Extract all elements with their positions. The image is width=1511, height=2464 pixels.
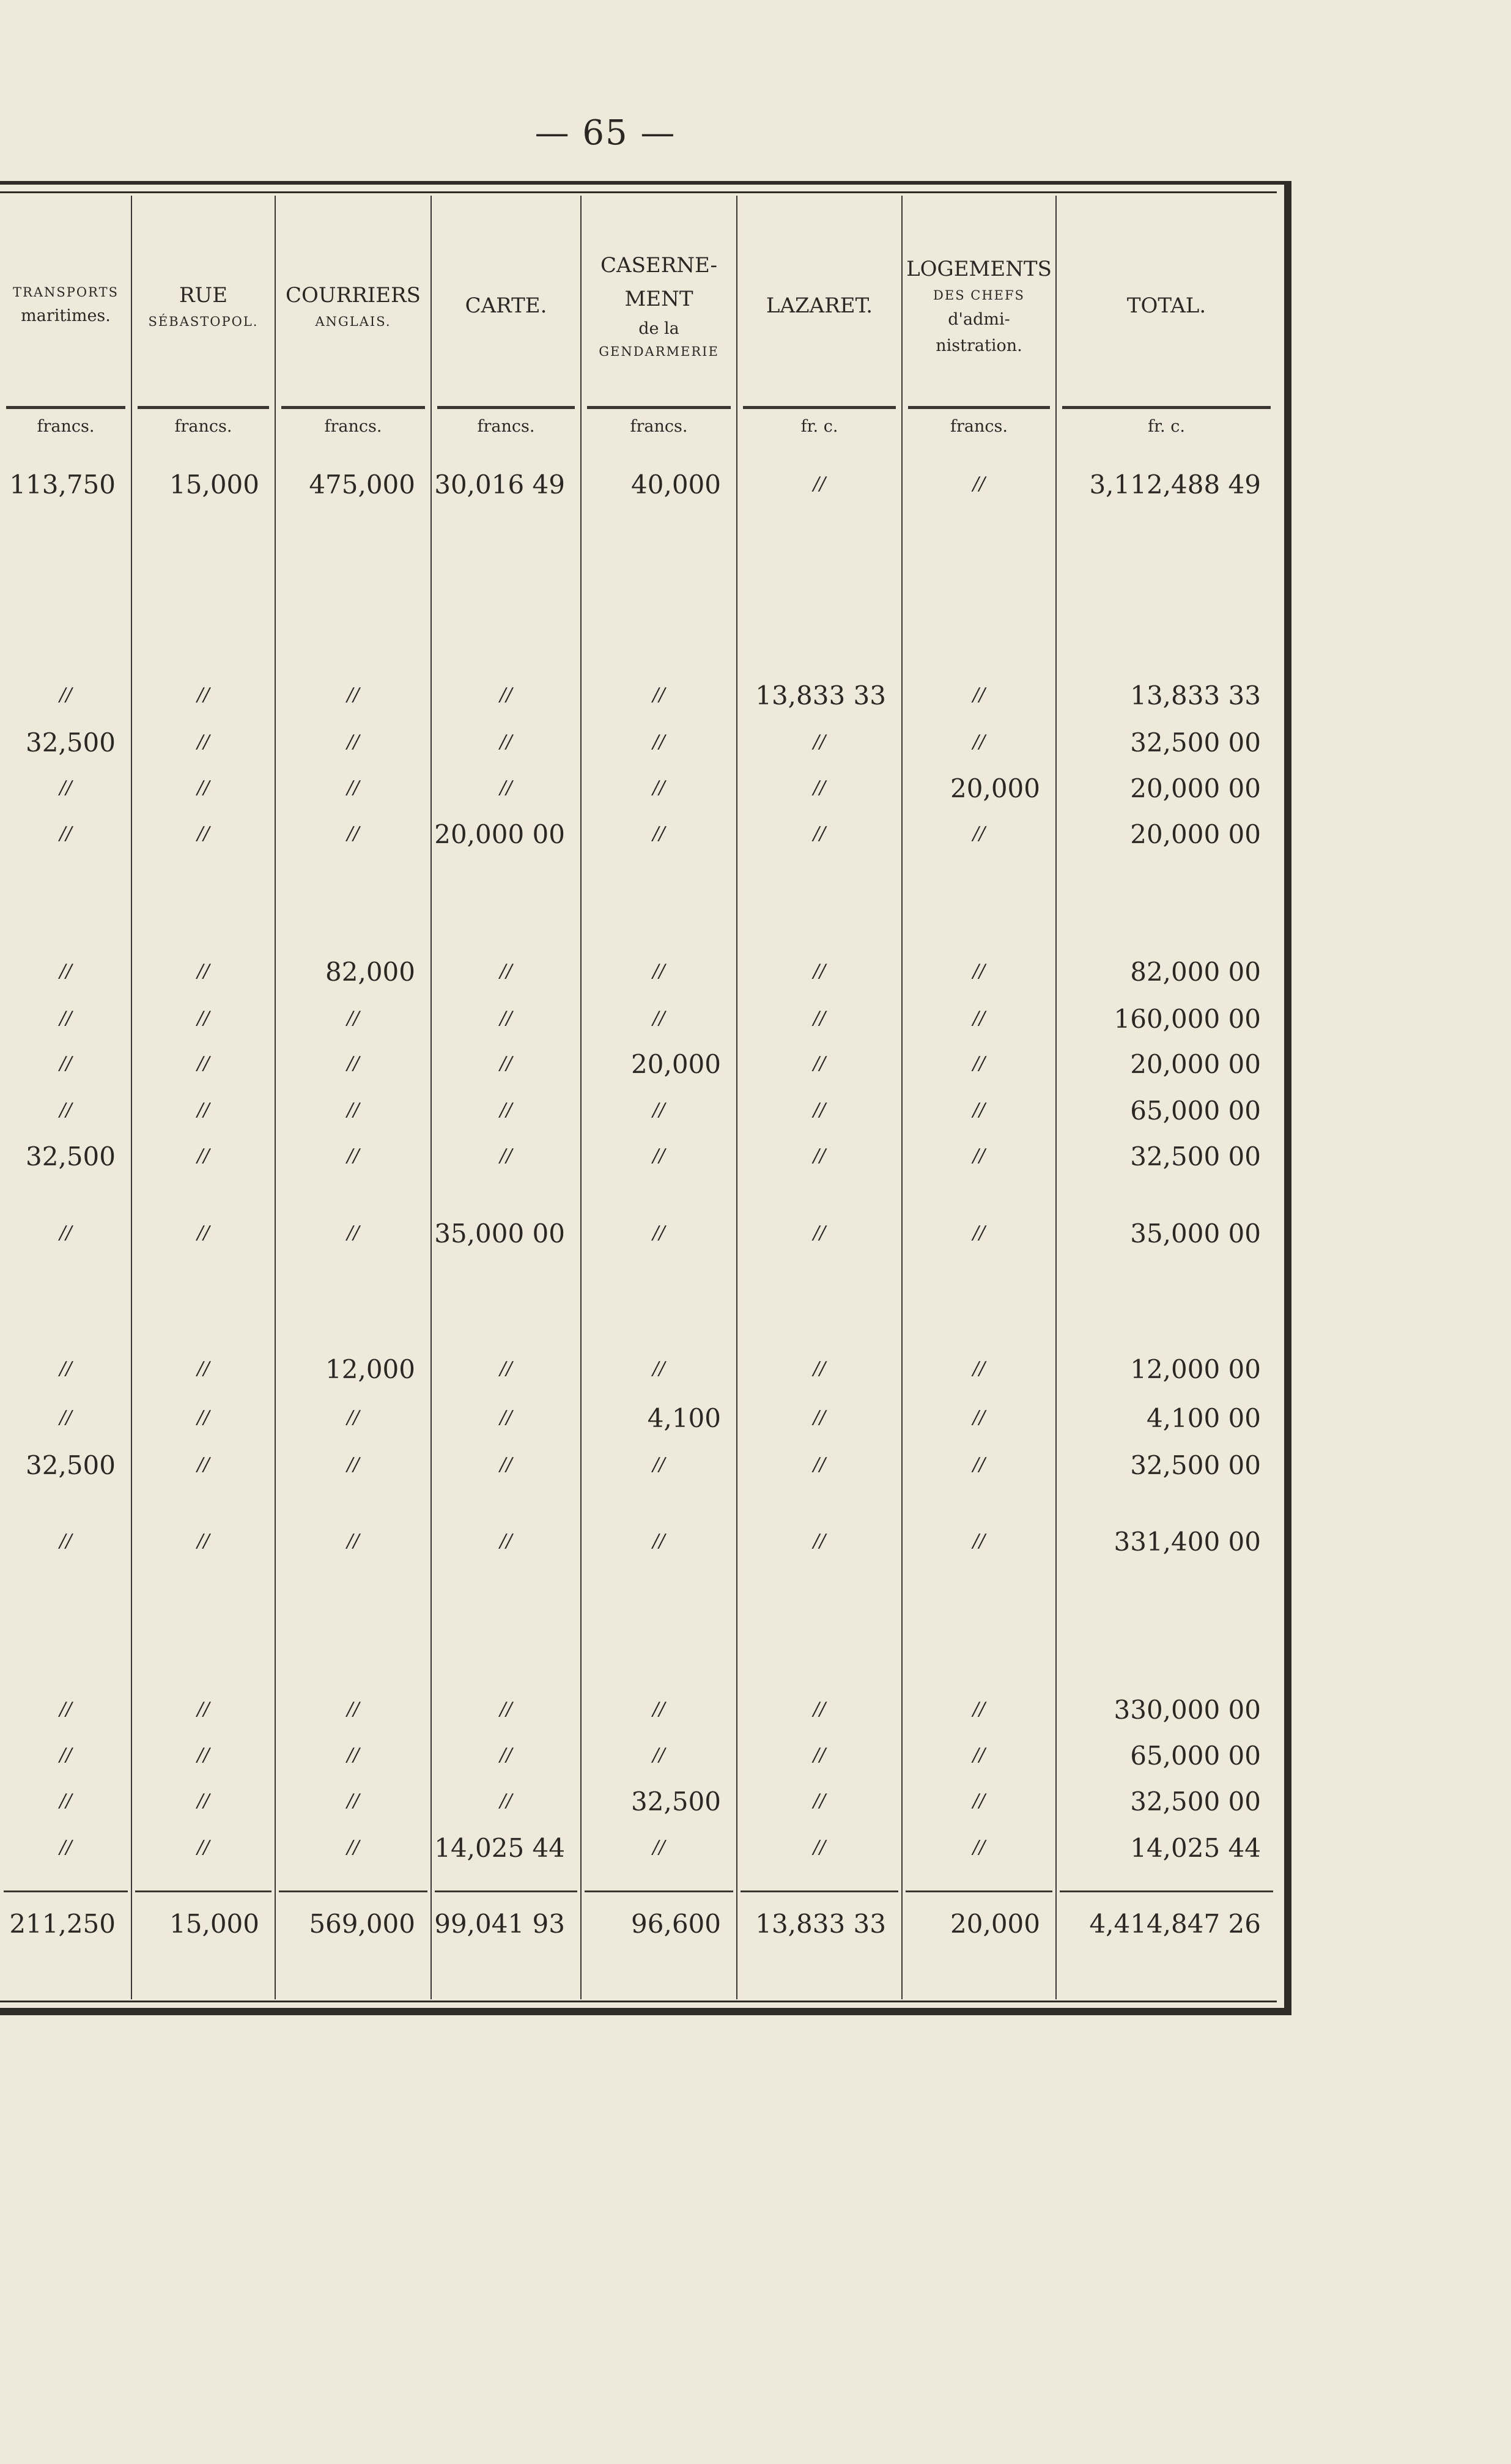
column-divider bbox=[736, 196, 737, 1999]
column-header-rue bbox=[135, 214, 272, 397]
table-cell: 32,500 00 bbox=[1130, 1142, 1261, 1171]
table-cell: // bbox=[972, 731, 986, 753]
table-cell: // bbox=[813, 777, 826, 799]
table-cell: // bbox=[972, 1008, 986, 1029]
table-cell: 20,000 bbox=[950, 773, 1040, 803]
total-rule bbox=[435, 1890, 577, 1892]
table-cell: // bbox=[813, 1145, 826, 1167]
column-header-line: COURRIERS bbox=[286, 283, 421, 308]
table-cell: 40,000 bbox=[631, 470, 721, 500]
table-cell: // bbox=[500, 1145, 512, 1167]
header-rule bbox=[138, 406, 269, 409]
column-header-line: GENDARMERIE bbox=[599, 344, 719, 360]
table-cell: // bbox=[347, 731, 360, 753]
column-header-logements bbox=[906, 214, 1052, 397]
column-header-line: LOGEMENTS bbox=[906, 256, 1052, 281]
column-header-carte bbox=[435, 214, 577, 397]
table-cell: // bbox=[59, 1407, 72, 1428]
table-cell: 160,000 00 bbox=[1114, 1004, 1261, 1034]
table-cell: 32,500 bbox=[631, 1787, 721, 1817]
unit-label-logements: francs. bbox=[950, 417, 1008, 436]
table-cell: 15,000 bbox=[169, 470, 259, 500]
table-cell: 35,000 00 bbox=[1130, 1219, 1261, 1249]
table-cell: // bbox=[59, 1358, 72, 1379]
column-header-line: RUE bbox=[179, 283, 228, 308]
table-cell: // bbox=[813, 1744, 826, 1766]
table-cell: // bbox=[347, 1699, 360, 1720]
table-cell: // bbox=[59, 1008, 72, 1029]
table-cell: // bbox=[347, 1053, 360, 1074]
column-header-line: LAZARET. bbox=[766, 293, 873, 318]
table-cell: // bbox=[500, 777, 512, 799]
table-cell: // bbox=[59, 1099, 72, 1121]
column-header-courriers bbox=[279, 214, 427, 397]
table-cell: // bbox=[652, 823, 665, 844]
total-rule bbox=[4, 1890, 128, 1892]
table-cell: // bbox=[197, 777, 210, 799]
table-cell: // bbox=[59, 777, 72, 799]
total-cell: 20,000 bbox=[950, 1909, 1040, 1939]
table-cell: // bbox=[500, 1454, 512, 1475]
total-rule bbox=[585, 1890, 733, 1892]
table-cell: 3,112,488 49 bbox=[1089, 470, 1261, 500]
table-cell: // bbox=[347, 823, 360, 844]
table-cell: // bbox=[59, 823, 72, 844]
table-cell: 32,500 00 bbox=[1130, 1450, 1261, 1480]
table-cell: 4,100 00 bbox=[1146, 1403, 1261, 1433]
column-divider bbox=[901, 196, 903, 1999]
column-header-transports bbox=[4, 214, 128, 397]
header-rule bbox=[1062, 406, 1271, 409]
table-cell: // bbox=[500, 731, 512, 753]
table-cell: // bbox=[500, 1744, 512, 1766]
column-divider bbox=[430, 196, 432, 1999]
table-cell: 65,000 00 bbox=[1130, 1741, 1261, 1771]
total-cell: 211,250 bbox=[9, 1909, 116, 1939]
table-cell: // bbox=[972, 823, 986, 844]
table-cell: // bbox=[59, 684, 72, 706]
table-cell: // bbox=[59, 961, 72, 982]
table-cell: // bbox=[652, 1358, 665, 1379]
total-cell: 4,414,847 26 bbox=[1089, 1909, 1261, 1939]
header-rule bbox=[281, 406, 425, 409]
column-divider bbox=[131, 196, 132, 1999]
table-cell: // bbox=[813, 1454, 826, 1475]
table-cell: // bbox=[347, 684, 360, 706]
table-cell: // bbox=[197, 1454, 210, 1475]
column-header-line: nistration. bbox=[936, 336, 1022, 355]
table-cell: 13,833 33 bbox=[1130, 681, 1261, 710]
table-cell: // bbox=[347, 1008, 360, 1029]
column-header-line: TOTAL. bbox=[1126, 293, 1206, 318]
table-cell: // bbox=[972, 1407, 986, 1428]
table-cell: // bbox=[652, 1145, 665, 1167]
column-header-line: MENT bbox=[624, 286, 693, 311]
total-cell: 569,000 bbox=[309, 1909, 415, 1939]
table-cell: // bbox=[972, 1145, 986, 1167]
column-header-lazaret bbox=[741, 214, 898, 397]
table-cell: // bbox=[652, 1837, 665, 1858]
total-cell: 99,041 93 bbox=[434, 1909, 565, 1939]
table-cell: // bbox=[347, 1407, 360, 1428]
table-cell: // bbox=[197, 1222, 210, 1244]
table-cell: // bbox=[972, 1454, 986, 1475]
total-rule bbox=[1060, 1890, 1273, 1892]
table-cell: // bbox=[347, 1454, 360, 1475]
table-cell: // bbox=[500, 1790, 512, 1812]
table-cell: // bbox=[197, 1790, 210, 1812]
table-cell: // bbox=[347, 1222, 360, 1244]
total-rule bbox=[135, 1890, 272, 1892]
total-cell: 15,000 bbox=[169, 1909, 259, 1939]
table-cell: // bbox=[652, 1222, 665, 1244]
table-cell: // bbox=[652, 684, 665, 706]
table-cell: // bbox=[197, 1008, 210, 1029]
table-cell: // bbox=[197, 1053, 210, 1074]
table-cell: // bbox=[197, 1358, 210, 1379]
table-cell: // bbox=[347, 1744, 360, 1766]
table-cell: 30,016 49 bbox=[434, 470, 565, 500]
table-cell: // bbox=[347, 1099, 360, 1121]
table-cell: // bbox=[972, 684, 986, 706]
column-header-caserne bbox=[585, 214, 733, 397]
table-cell: // bbox=[347, 1837, 360, 1858]
table-cell: // bbox=[813, 1053, 826, 1074]
table-cell: // bbox=[197, 961, 210, 982]
table-cell: // bbox=[813, 1222, 826, 1244]
column-header-line: DES CHEFS bbox=[933, 288, 1025, 303]
table-cell: // bbox=[347, 1145, 360, 1167]
table-cell: // bbox=[197, 684, 210, 706]
total-cell: 96,600 bbox=[631, 1909, 721, 1939]
table-cell: 32,500 00 bbox=[1130, 728, 1261, 758]
table-cell: // bbox=[972, 1699, 986, 1720]
table-cell: 20,000 00 bbox=[1130, 773, 1261, 803]
table-cell: 20,000 00 bbox=[434, 819, 565, 849]
table-cell: // bbox=[972, 1358, 986, 1379]
table-cell: // bbox=[500, 1008, 512, 1029]
header-rule bbox=[437, 406, 575, 409]
table-cell: // bbox=[652, 1699, 665, 1720]
unit-label-lazaret: fr. c. bbox=[800, 417, 838, 436]
total-rule bbox=[279, 1890, 427, 1892]
unit-label-total: fr. c. bbox=[1148, 417, 1185, 436]
table-cell: // bbox=[972, 1837, 986, 1858]
table-cell: 4,100 bbox=[647, 1403, 721, 1433]
table-cell: // bbox=[59, 1790, 72, 1812]
table-cell: // bbox=[500, 1530, 512, 1552]
table-cell: 475,000 bbox=[309, 470, 415, 500]
table-cell: // bbox=[652, 777, 665, 799]
table-cell: // bbox=[197, 1530, 210, 1552]
column-header-total bbox=[1060, 214, 1273, 397]
header-rule bbox=[908, 406, 1050, 409]
unit-label-rue: francs. bbox=[174, 417, 232, 436]
table-cell: // bbox=[500, 1053, 512, 1074]
table-cell: // bbox=[813, 731, 826, 753]
table-cell: // bbox=[972, 1099, 986, 1121]
table-cell: 20,000 bbox=[631, 1049, 721, 1079]
table-cell: // bbox=[972, 1222, 986, 1244]
column-header-line: CARTE. bbox=[465, 293, 547, 318]
table-cell: // bbox=[813, 823, 826, 844]
table-cell: // bbox=[59, 1744, 72, 1766]
total-rule bbox=[741, 1890, 898, 1892]
table-cell: // bbox=[197, 1837, 210, 1858]
header-rule bbox=[743, 406, 896, 409]
table-cell: // bbox=[652, 731, 665, 753]
table-cell: 331,400 00 bbox=[1114, 1527, 1261, 1557]
table-cell: 14,025 44 bbox=[434, 1833, 565, 1863]
table-cell: // bbox=[972, 1744, 986, 1766]
table-cell: // bbox=[652, 1530, 665, 1552]
table-cell: 82,000 00 bbox=[1130, 957, 1261, 987]
column-header-line: de la bbox=[638, 319, 679, 338]
table-cell: 20,000 00 bbox=[1130, 819, 1261, 849]
table-cell: 32,500 bbox=[26, 1450, 116, 1480]
table-cell: // bbox=[197, 1407, 210, 1428]
total-cell: 13,833 33 bbox=[755, 1909, 886, 1939]
table-cell: // bbox=[500, 961, 512, 982]
column-divider bbox=[275, 196, 276, 1999]
table-cell: // bbox=[813, 1358, 826, 1379]
table-cell: // bbox=[197, 1099, 210, 1121]
unit-label-carte: francs. bbox=[477, 417, 535, 436]
table-cell: // bbox=[813, 961, 826, 982]
table-cell: 32,500 bbox=[26, 1142, 116, 1171]
column-header-line: d'admi- bbox=[948, 309, 1010, 329]
column-header-line: CASERNE- bbox=[600, 253, 717, 278]
total-rule bbox=[906, 1890, 1052, 1892]
table-cell: // bbox=[347, 777, 360, 799]
header-rule bbox=[6, 406, 125, 409]
column-header-line: maritimes. bbox=[21, 306, 111, 326]
table-cell: // bbox=[813, 1837, 826, 1858]
table-cell: // bbox=[500, 1358, 512, 1379]
column-divider bbox=[580, 196, 582, 1999]
table-cell: // bbox=[347, 1790, 360, 1812]
table-cell: // bbox=[813, 1530, 826, 1552]
page-number: — 65 — bbox=[534, 113, 676, 153]
table-cell: // bbox=[197, 1699, 210, 1720]
table-cell: // bbox=[652, 1744, 665, 1766]
table-bottom-rule bbox=[0, 2001, 1277, 2002]
table-cell: // bbox=[59, 1530, 72, 1552]
table-cell: // bbox=[500, 684, 512, 706]
table-cell: // bbox=[59, 1222, 72, 1244]
header-rule bbox=[587, 406, 731, 409]
table-cell: // bbox=[197, 1744, 210, 1766]
table-cell: // bbox=[652, 1454, 665, 1475]
table-cell: // bbox=[652, 1008, 665, 1029]
table-cell: 12,000 bbox=[325, 1354, 415, 1384]
unit-label-caserne: francs. bbox=[630, 417, 688, 436]
table-cell: 330,000 00 bbox=[1114, 1695, 1261, 1725]
table-cell: // bbox=[813, 1790, 826, 1812]
table-cell: // bbox=[59, 1053, 72, 1074]
table-cell: // bbox=[197, 731, 210, 753]
table-cell: // bbox=[197, 1145, 210, 1167]
unit-label-courriers: francs. bbox=[324, 417, 382, 436]
table-cell: // bbox=[813, 1407, 826, 1428]
table-cell: // bbox=[59, 1837, 72, 1858]
table-top-rule bbox=[0, 191, 1277, 193]
table-cell: 14,025 44 bbox=[1130, 1833, 1261, 1863]
table-cell: // bbox=[813, 1699, 826, 1720]
column-header-line: SÉBASTOPOL. bbox=[148, 314, 259, 330]
table-cell: 32,500 bbox=[26, 728, 116, 758]
table-cell: // bbox=[652, 961, 665, 982]
table-cell: 113,750 bbox=[9, 470, 116, 500]
table-cell: 65,000 00 bbox=[1130, 1096, 1261, 1126]
table-cell: // bbox=[500, 1699, 512, 1720]
table-cell: 12,000 00 bbox=[1130, 1354, 1261, 1384]
table-cell: // bbox=[500, 1099, 512, 1121]
table-cell: // bbox=[972, 961, 986, 982]
table-cell: // bbox=[972, 1530, 986, 1552]
table-cell: // bbox=[500, 1407, 512, 1428]
table-cell: 32,500 00 bbox=[1130, 1787, 1261, 1817]
unit-label-transports: francs. bbox=[37, 417, 95, 436]
table-cell: // bbox=[813, 473, 826, 495]
table-cell: // bbox=[972, 1790, 986, 1812]
table-cell: 35,000 00 bbox=[434, 1219, 565, 1249]
table-cell: // bbox=[972, 473, 986, 495]
table-cell: // bbox=[813, 1008, 826, 1029]
table-cell: 20,000 00 bbox=[1130, 1049, 1261, 1079]
table-cell: // bbox=[347, 1530, 360, 1552]
column-header-line: TRANSPORTS bbox=[13, 284, 119, 300]
table-cell: // bbox=[972, 1053, 986, 1074]
table-cell: 82,000 bbox=[325, 957, 415, 987]
table-cell: // bbox=[652, 1099, 665, 1121]
table-cell: 13,833 33 bbox=[755, 681, 886, 710]
column-header-line: ANGLAIS. bbox=[315, 314, 391, 330]
table-cell: // bbox=[59, 1699, 72, 1720]
table-cell: // bbox=[813, 1099, 826, 1121]
table-cell: // bbox=[197, 823, 210, 844]
